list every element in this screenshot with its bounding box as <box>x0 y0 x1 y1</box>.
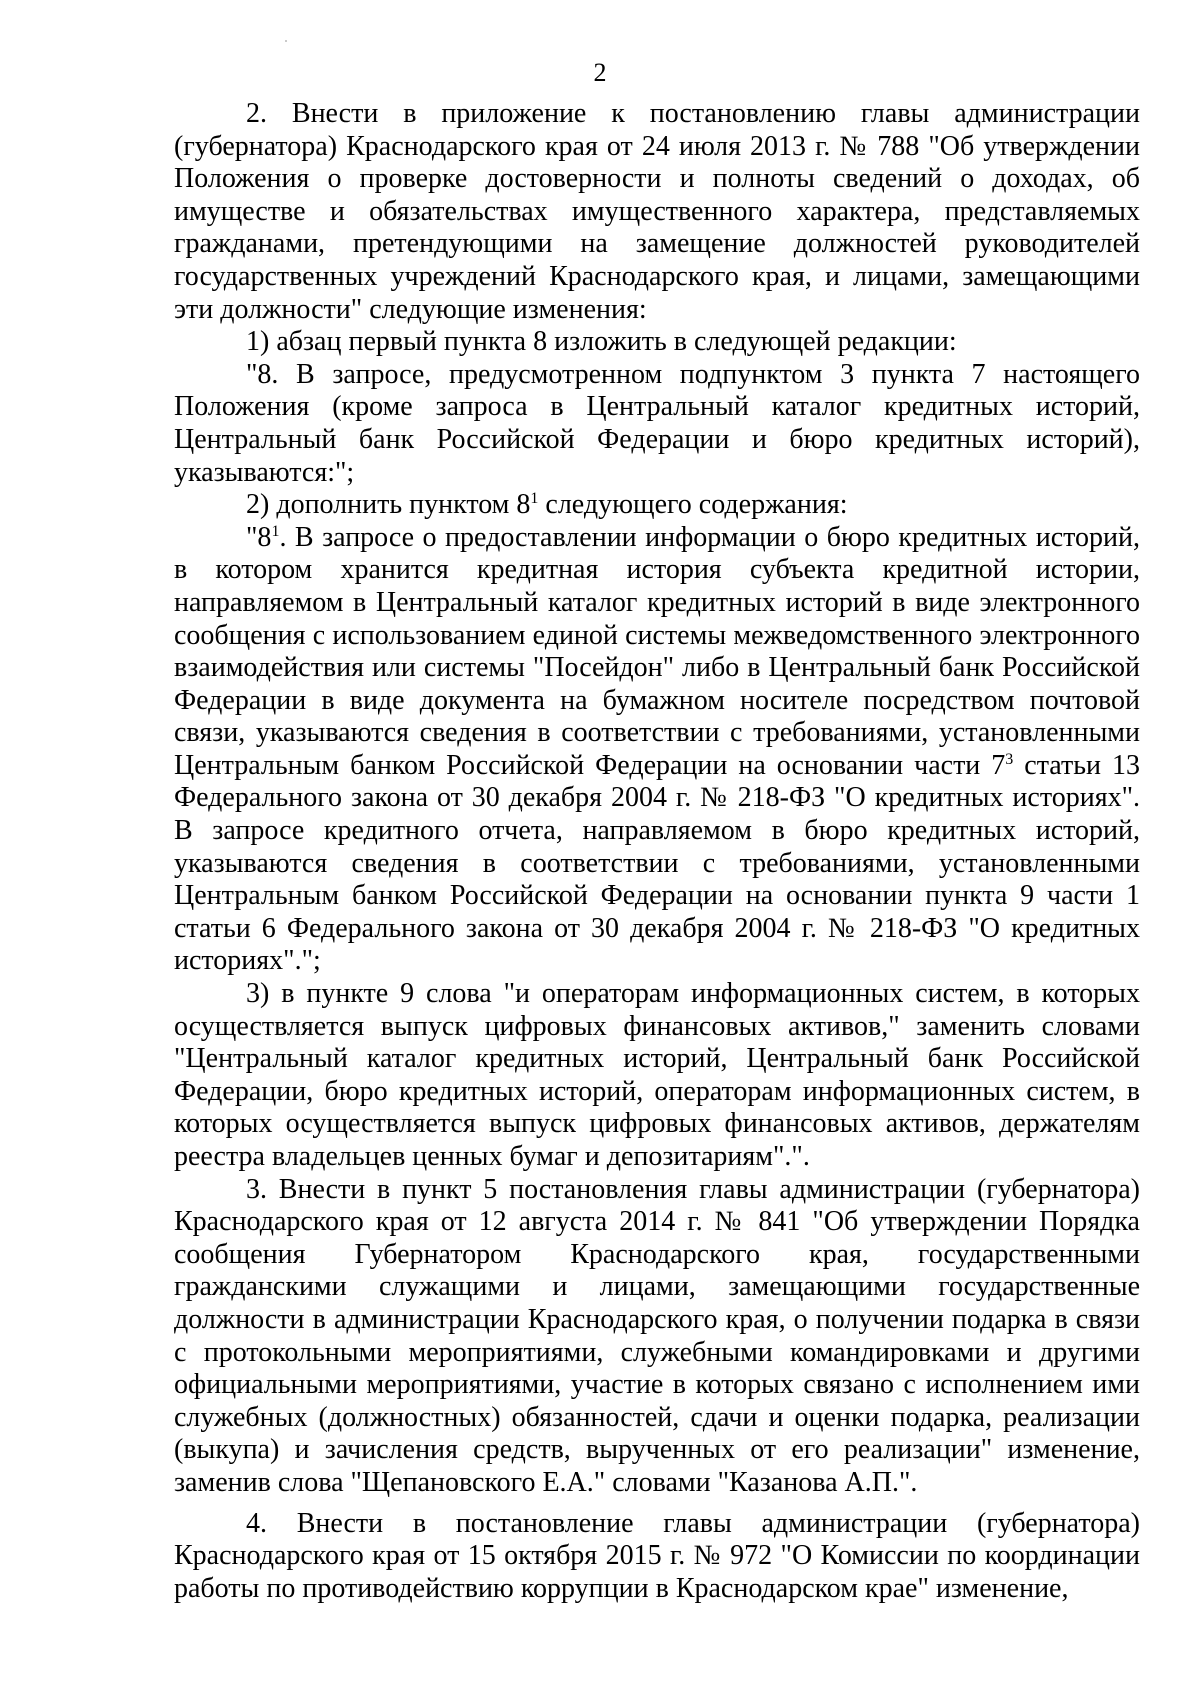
paragraph-2-item-2-after: следующего содержания: <box>538 489 848 521</box>
paragraph-2-item-3: 3) в пункте 9 слова "и операторам информационных систем, в которых осуществляется выпуск цифровых финансовых активов," заменить словами "Центральный каталог кредитных историй, Центральный банк Российской Федерации, бюро кредитных историй, операторам информационных систем, в которых осуществляется выпуск цифровых финансовых активов, держателям реестра владельцев ценных бумаг и депозитариям".". <box>174 978 1140 1172</box>
paragraph-2-item-1-text: "8. В запросе, предусмотренном подпунктом 3 пункта 7 настоящего Положения (кроме запроса в Центральный каталог кредитных историй, Центральный банк Российской Федерации и бюро кредитных историй), указываются:"; <box>174 358 1140 488</box>
paragraph-3: 3. Внести в пункт 5 постановления главы администрации (губернатора) Краснодарского края от 12 августа 2014 г. № 841 "Об утверждении Порядка сообщения Губернатором Краснодарского края, государственными гражданскими служащими и лицами, замещающими государственные должности в администрации Краснодарского края, о получении подарка в связи с протокольными мероприятиями, служебными командировками и другими официальными мероприятиями, участие в которых связано с исполнением ими служебных (должностных) обязанностей, сдачи и оценки подарка, реализации (выкупа) и зачисления средств, вырученных от его реализации" изменение, заменив слова "Щепановского Е.А." словами "Казанова А.П.". <box>174 1173 1140 1498</box>
paragraph-2-item-2-text <box>174 522 1140 978</box>
superscript: 1 <box>530 490 539 508</box>
superscript: 1 <box>271 522 280 540</box>
paragraph-2: 2. Внести в приложение к постановлению главы администрации (губернатора) Краснодарского края от 24 июля 2013 г. № 788 "Об утверждении Положения о проверке достоверности и полноты сведений о доходах, об имуществе и обязательствах имущественного характера, представляемых гражданами, претендующими на замещение должностей руководителей государственных учреждений Краснодарского края, и лицами, замещающими эти должности" следующие изменения: <box>174 98 1140 325</box>
superscript: 3 <box>1005 750 1014 768</box>
document-body <box>174 98 1140 1605</box>
paragraph-2-item-2-text-middle: . В запросе о предоставлении информации о бюро кредитных историй, в котором хранится кредитная история субъекта кредитной истории, направляемом в Центральный каталог кредитных историй в виде электронного сообщения с использованием единой системы межведомственного электронного взаимодействия или системы "Посейдон" либо в Центральный банк Российской Федерации в виде документа на бумажном носителе посредством почтовой связи, указываются сведения в соответствии с требованиями, установленными Центральным банком Российской Федерации на основании части 7 <box>174 521 1140 781</box>
paragraph-2-item-1: 1) абзац первый пункта 8 изложить в следующей редакции: <box>246 326 957 358</box>
paragraph-2-item-2-text-end: статьи 13 Федерального закона от 30 декабря 2004 г. № 218-ФЗ "О кредитных историях". В запросе кредитного отчета, направляемом в бюро кредитных историй, указываются сведения в соответствии с требованиями, установленными Центральным банком Российской Федерации на основании пункта 9 части 1 статьи 6 Федерального закона от 30 декабря 2004 г. № 218-ФЗ "О кредитных историях"."; <box>174 749 1140 977</box>
paragraph-2-item-2-text-start: "8 <box>246 521 272 553</box>
paragraph-4: 4. Внести в постановление главы администрации (губернатора) Краснодарского края от 15 октября 2015 г. № 972 "О Комиссии по координации работы по противодействию коррупции в Краснодарском крае" изменение, <box>174 1507 1140 1604</box>
scan-speck <box>285 40 287 42</box>
paragraph-2-item-2 <box>174 489 1140 522</box>
paragraph-2-item-2-before: 2) дополнить пунктом 8 <box>246 489 531 521</box>
page-number: 2 <box>593 58 607 87</box>
